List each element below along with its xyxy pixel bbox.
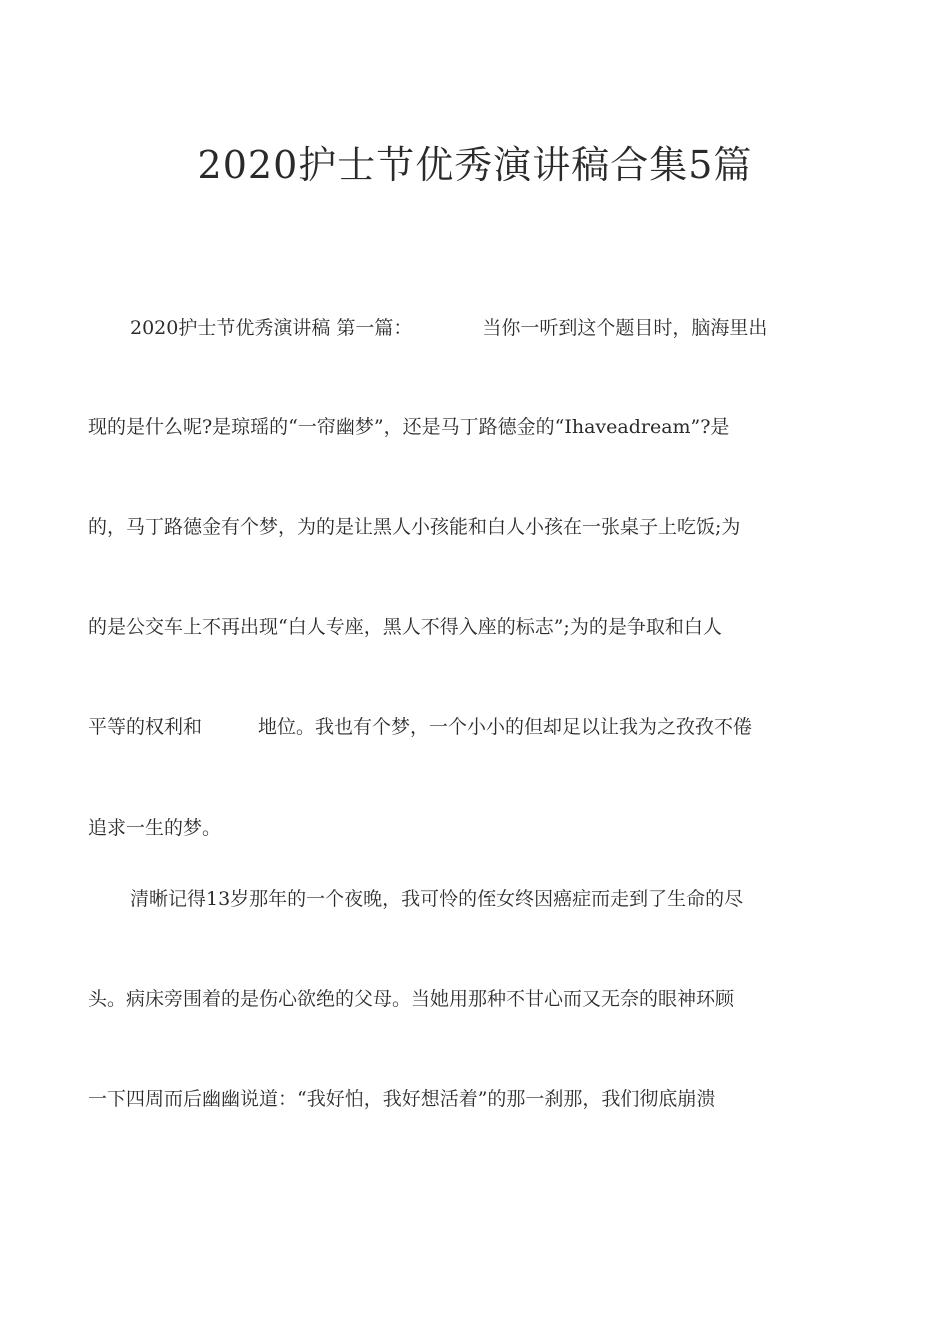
paragraph-2-line-2: 头。病床旁围着的是伤心欲绝的父母。当她用那种不甘心而又无奈的眼神环顾 <box>88 988 735 1010</box>
paragraph-1-line-6: 追求一生的梦。 <box>88 817 222 839</box>
paragraph-text: 当你一听到这个题目时，脑海里出 <box>482 317 768 339</box>
paragraph-1-line-3: 的，马丁路德金有个梦，为的是让黑人小孩能和白人小孩在一张桌子上吃饭;为 <box>88 516 741 538</box>
paragraph-1-line-4: 的是公交车上不再出现“白人专座，黑人不得入座的标志”;为的是争取和白人 <box>88 616 722 638</box>
section-heading: 2020护士节优秀演讲稿 第一篇： <box>130 317 413 339</box>
paragraph-2-line-1: 清晰记得13岁那年的一个夜晚，我可怜的侄女终因癌症而走到了生命的尽 <box>130 888 744 910</box>
paragraph-1-line-5 <box>88 714 868 740</box>
paragraph-text: 地位。我也有个梦，一个小小的但却足以让我为之孜孜不倦 <box>258 716 753 738</box>
document-title: 2020护士节优秀演讲稿合集5篇 <box>197 143 753 187</box>
paragraph-1-line-2: 现的是什么呢?是琼瑶的“一帘幽梦”，还是马丁路德金的“Ihaveadream”?是 <box>88 416 730 438</box>
paragraph-1-line-1 <box>130 315 870 341</box>
paragraph-text: 平等的权利和 <box>88 716 203 738</box>
paragraph-2-line-3: 一下四周而后幽幽说道：“我好怕，我好想活着”的那一刹那，我们彻底崩溃 <box>88 1088 716 1110</box>
